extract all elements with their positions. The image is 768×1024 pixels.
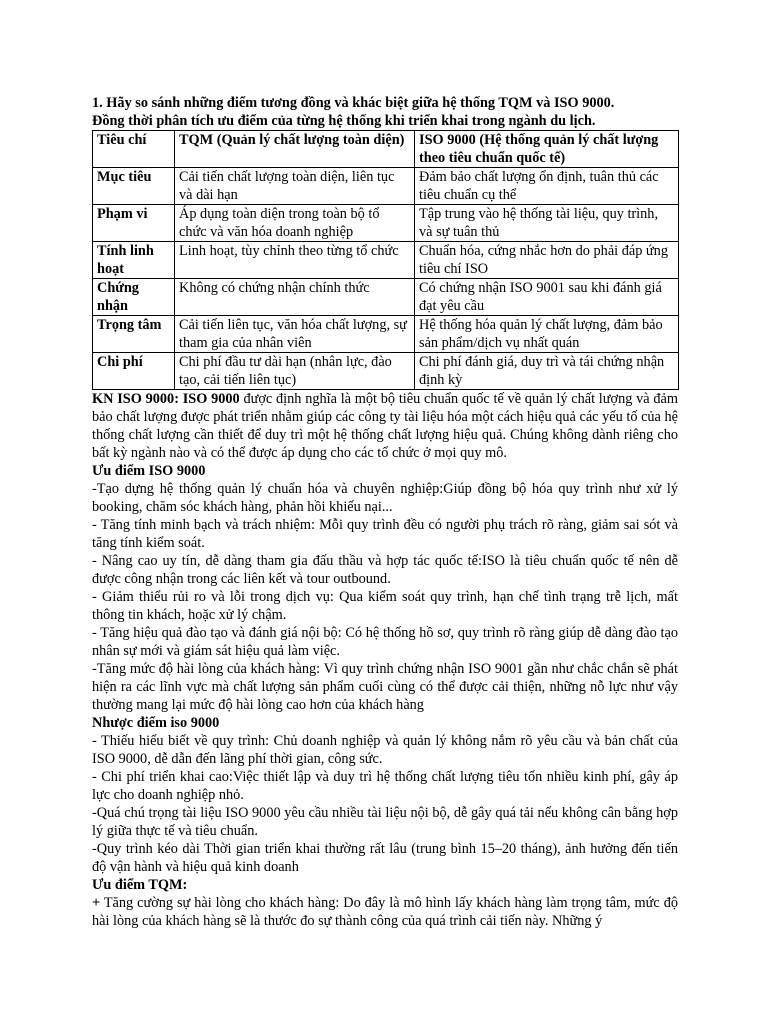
header-tqm: TQM (Quản lý chất lượng toàn diện) — [175, 131, 415, 168]
iso-pros-title: Ưu điểm ISO 9000 — [92, 463, 206, 479]
list-item: -Quá chú trọng tài liệu ISO 9000 yêu cầu nhiều tài liệu nội bộ, dễ gây quá tải nếu không cân bằng hợp lý giữa thực tế và tiêu chuẩn. — [92, 805, 678, 839]
tqm-cell: Áp dụng toàn diện trong toàn bộ tổ chức và văn hóa doanh nghiệp — [175, 205, 415, 242]
question-heading-line-2: Đồng thời phân tích ưu điểm của từng hệ thống khi triển khai trong ngành du lịch. — [92, 113, 596, 129]
list-item: - Nâng cao uy tín, dễ dàng tham gia đấu thầu và hợp tác quốc tế:ISO là tiêu chuẩn quốc tế nên dễ được công nhận trong các liên kết và tour outbound. — [92, 553, 678, 587]
iso-cell: Chuẩn hóa, cứng nhắc hơn do phải đáp ứng tiêu chí ISO — [415, 242, 679, 279]
list-item: - Tăng tính minh bạch và trách nhiệm: Mỗi quy trình đều có người phụ trách rõ ràng, giảm sai sót và tăng tính kiểm soát. — [92, 517, 678, 551]
table-row — [93, 168, 679, 205]
kn-iso-text: được định nghĩa là một bộ tiêu chuẩn quốc tế về quản lý chất lượng và đảm bảo chất lượng được phát triển nhằm giúp các công ty tài liệu hóa một cách hiệu quả các yếu tố của hệ thống chất lượng cần thiết để duy trì một hệ thống chất lượng hiệu quả. Chúng không dành riêng cho bất kỳ ngành nào và có thể được áp dụng cho các tổ chức ở mọi quy mô. — [92, 391, 678, 461]
comparison-table — [92, 130, 679, 390]
criteria-cell: Mục tiêu — [93, 168, 175, 205]
criteria-cell: Tính linh hoạt — [93, 242, 175, 279]
tqm-cell: Cải tiến chất lượng toàn diện, liên tục và dài hạn — [175, 168, 415, 205]
iso-cell: Đảm bảo chất lượng ổn định, tuân thủ các tiêu chuẩn cụ thể — [415, 168, 679, 205]
tqm-cell: Linh hoạt, tùy chỉnh theo từng tổ chức — [175, 242, 415, 279]
list-item — [92, 894, 678, 930]
tqm-cell: Chi phí đầu tư dài hạn (nhân lực, đào tạo, cải tiến liên tục) — [175, 353, 415, 390]
criteria-cell: Chi phí — [93, 353, 175, 390]
table-row — [93, 316, 679, 353]
table-header-row — [93, 131, 679, 168]
tqm-cell: Cải tiến liên tục, văn hóa chất lượng, sự tham gia của nhân viên — [175, 316, 415, 353]
table-row — [93, 353, 679, 390]
criteria-cell: Phạm vi — [93, 205, 175, 242]
list-item: -Tạo dựng hệ thống quản lý chuẩn hóa và chuyên nghiệp:Giúp đồng bộ hóa quy trình như xử lý booking, chăm sóc khách hàng, phản hồi khiếu nại... — [92, 481, 678, 515]
iso-cell: Hệ thống hóa quản lý chất lượng, đảm bảo sản phẩm/dịch vụ nhất quán — [415, 316, 679, 353]
list-item: - Chi phí triển khai cao:Việc thiết lập và duy trì hệ thống chất lượng tiêu tốn nhiều kinh phí, gây áp lực cho doanh nghiệp nhỏ. — [92, 769, 678, 803]
question-heading-line-1: 1. Hãy so sánh những điểm tương đồng và khác biệt giữa hệ thống TQM và ISO 9000. — [92, 95, 615, 111]
kn-iso-paragraph — [92, 390, 678, 462]
list-item: -Quy trình kéo dài Thời gian triển khai thường rất lâu (trung bình 15–20 tháng), ảnh hưởng đến tiến độ vận hành và hiệu quả kinh doanh — [92, 841, 678, 875]
header-iso: ISO 9000 (Hệ thống quản lý chất lượng theo tiêu chuẩn quốc tế) — [415, 131, 679, 168]
iso-cell: Tập trung vào hệ thống tài liệu, quy trình, và sự tuân thủ — [415, 205, 679, 242]
criteria-cell: Chứng nhận — [93, 279, 175, 316]
header-criteria: Tiêu chí — [93, 131, 175, 168]
table-row — [93, 205, 679, 242]
iso-cell: Chi phí đánh giá, duy trì và tái chứng nhận định kỳ — [415, 353, 679, 390]
table-row — [93, 279, 679, 316]
plus-bullet: + — [92, 895, 101, 911]
iso-cons-title: Nhược điểm iso 9000 — [92, 715, 220, 731]
list-item: - Giảm thiểu rủi ro và lỗi trong dịch vụ: Qua kiểm soát quy trình, hạn chế tình trạng trễ lịch, mất thông tin khách, hoặc xử lý chậm. — [92, 589, 678, 623]
document-page — [92, 94, 678, 930]
tqm-pros-title: Ưu điểm TQM: — [92, 877, 188, 893]
tqm-cell: Không có chứng nhận chính thức — [175, 279, 415, 316]
kn-iso-label: KN ISO 9000: ISO 9000 — [92, 391, 240, 407]
list-item: -Tăng mức độ hài lòng của khách hàng: Vì quy trình chứng nhận ISO 9001 gần như chắc chắn sẽ phát hiện ra các lĩnh vực mà chất lượng sản phẩm cuối cùng có thể được cải thiện, những nỗ lực như vậy thường mang lại mức độ hài lòng cao hơn của khách hàng — [92, 661, 678, 713]
table-row — [93, 242, 679, 279]
list-item: - Tăng hiệu quả đào tạo và đánh giá nội bộ: Có hệ thống hồ sơ, quy trình rõ ràng giúp dễ dàng đào tạo nhân sự mới và giám sát hiệu quả làm việc. — [92, 625, 678, 659]
iso-cell: Có chứng nhận ISO 9001 sau khi đánh giá đạt yêu cầu — [415, 279, 679, 316]
criteria-cell: Trọng tâm — [93, 316, 175, 353]
list-item: - Thiếu hiểu biết về quy trình: Chủ doanh nghiệp và quản lý không nắm rõ yêu cầu và bản chất của ISO 9000, dễ dẫn đến lãng phí thời gian, công sức. — [92, 733, 678, 767]
tqm-pros-item-text: Tăng cường sự hài lòng cho khách hàng: Do đây là mô hình lấy khách hàng làm trọng tâm, mức độ hài lòng của khách hàng sẽ là thước đo sự thành công của quá trình cải tiến này. Những ý — [92, 895, 678, 929]
